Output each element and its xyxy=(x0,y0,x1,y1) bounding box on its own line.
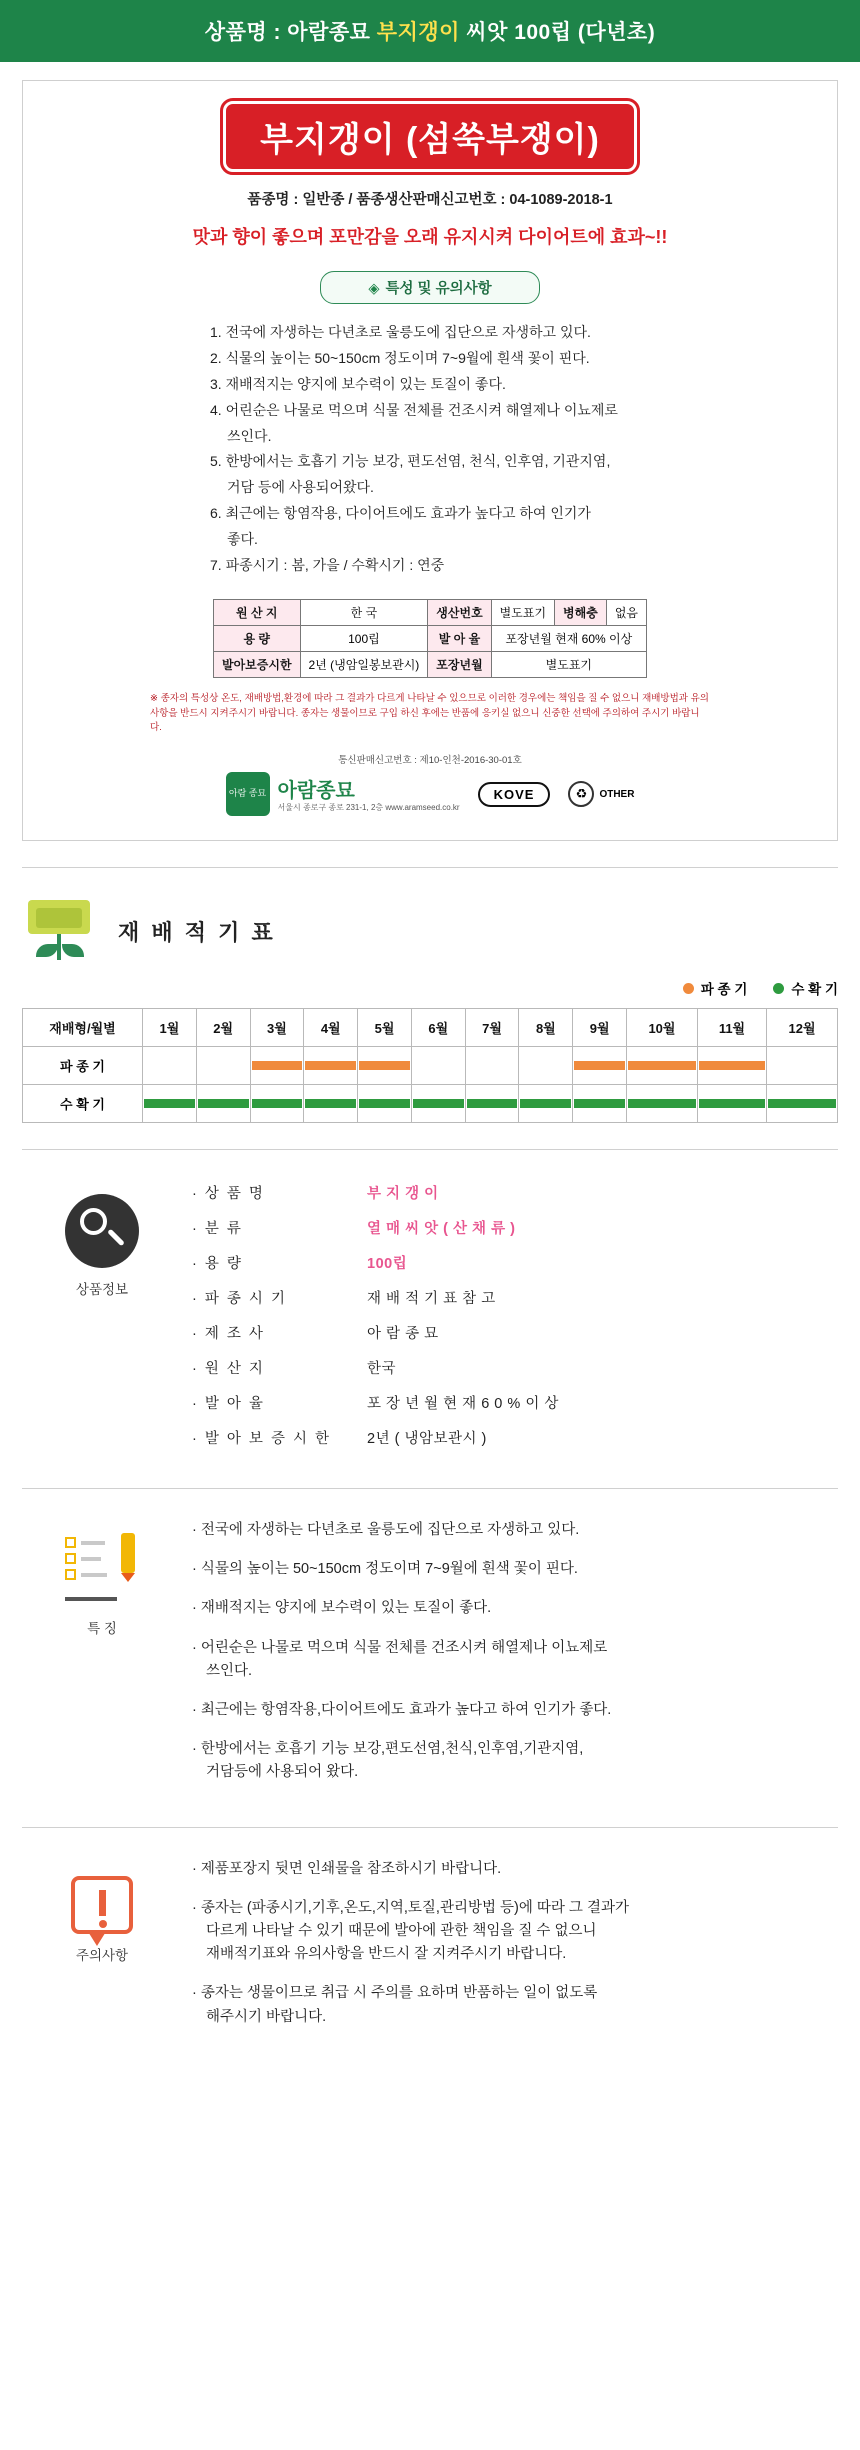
caution-item xyxy=(192,1897,838,1967)
checklist-icon xyxy=(65,1533,139,1607)
calendar-bar xyxy=(574,1099,625,1108)
feature-item-text: 5. 한방에서는 호흡기 기능 보강, 편도선염, 천식, 인후염, 기관지염, xyxy=(210,453,611,470)
calendar-bar xyxy=(520,1099,571,1108)
calendar-bar xyxy=(359,1061,410,1070)
calendar-month-header: 6월 xyxy=(411,1009,465,1047)
divider-4 xyxy=(22,1827,838,1828)
aram-logo-name: 아람종묘 xyxy=(277,780,355,803)
feature-item xyxy=(210,449,690,475)
calendar-bar xyxy=(359,1099,410,1108)
characteristic-text: · 한방에서는 호흡기 기능 보강,편도선염,천식,인후염,기관지염, xyxy=(192,1741,584,1758)
characteristic-text: · 최근에는 항염작용,다이어트에도 효과가 높다고 하여 인기가 좋다. xyxy=(192,1702,612,1718)
calendar-bar xyxy=(305,1099,356,1108)
product-info-section xyxy=(0,1176,860,1462)
feature-item-text: 거담 등에 사용되어왔다. xyxy=(227,479,374,496)
seed-packet-icon xyxy=(22,894,96,968)
calendar-cell xyxy=(573,1085,627,1123)
calendar-cell xyxy=(627,1047,698,1085)
calendar-cell xyxy=(519,1047,573,1085)
calendar-month-header: 10월 xyxy=(627,1009,698,1047)
title-prefix: 상품명 : 아람종묘 xyxy=(204,21,371,44)
calendar-month-header: 7월 xyxy=(465,1009,519,1047)
caution-item xyxy=(192,1982,838,2028)
aram-logo-mark: 아람 종묘 xyxy=(226,772,270,816)
calendar-bar xyxy=(574,1061,625,1070)
product-info-row xyxy=(192,1287,838,1308)
legend-dot-icon xyxy=(773,983,784,994)
feature-item xyxy=(210,398,690,424)
product-info-row xyxy=(192,1252,838,1273)
product-tagline: 맛과 향이 좋으며 포만감을 오래 유지시켜 다이어트에 효과~!! xyxy=(192,227,668,247)
warning-text xyxy=(150,692,710,736)
product-info-row xyxy=(192,1392,838,1413)
product-info-key: · 파 종 시 기 xyxy=(192,1291,287,1308)
exclamation-bubble-icon xyxy=(71,1876,133,1934)
characteristic-text: · 식물의 높이는 50~150cm 정도이며 7~9월에 흰색 꽃이 핀다. xyxy=(192,1561,578,1578)
calendar-bar xyxy=(699,1099,765,1108)
calendar-cell xyxy=(465,1085,519,1123)
product-info-row xyxy=(192,1182,838,1203)
product-info-key: · 발 아 보 증 시 한 xyxy=(192,1431,332,1448)
calendar-bar xyxy=(413,1099,464,1108)
calendar-cell xyxy=(358,1085,412,1123)
spec-row xyxy=(213,625,646,651)
characteristic-text: · 전국에 자생하는 다년초로 울릉도에 집단으로 자생하고 있다. xyxy=(192,1522,580,1539)
calendar-cell xyxy=(697,1047,766,1085)
product-info-key: · 상 품 명 xyxy=(192,1186,265,1203)
divider xyxy=(22,867,838,868)
calendar-bar xyxy=(198,1099,249,1108)
cautions-section xyxy=(0,1854,860,2045)
calendar-cell xyxy=(697,1085,766,1123)
feature-item-text: 3. 재배적지는 양지에 보수력이 있는 토질이 좋다. xyxy=(210,375,506,392)
feature-item-text: 쓰인다. xyxy=(227,427,272,444)
spec-row xyxy=(213,651,646,677)
spec-header-cell: 병해충 xyxy=(555,599,607,625)
feature-item xyxy=(210,527,690,553)
product-info-value: 2년 ( 냉암보관시 ) xyxy=(367,1431,487,1448)
product-info-key: · 용 량 xyxy=(192,1256,243,1273)
spec-header-cell: 용 량 xyxy=(213,625,300,651)
warning-body: ※ 종자의 특성상 온도, 재배방법,환경에 따라 그 결과가 다르게 나타날 수 있으므로 이러한 경우에는 책임을 질 수 없으니 재배방법과 유의사항을 반드시 지켜주시기 바랍니다. 종자는 생물이므로 구입 하신 후에는 반품에 응키실 없으니 신중한 선택에 주의하여 주시기 바랍니다. xyxy=(150,692,709,734)
spec-value-cell: 없음 xyxy=(606,599,646,625)
spec-value-cell: 포장년월 현재 60% 이상 xyxy=(491,625,646,651)
feature-item-text: 좋다. xyxy=(227,531,258,548)
calendar-title: 재 배 적 기 표 xyxy=(118,919,276,945)
calendar-bar xyxy=(144,1099,195,1108)
feature-item-text: 4. 어린순은 나물로 먹으며 식물 전체를 건조시켜 해열제나 이뇨제로 xyxy=(210,401,618,418)
feature-item xyxy=(210,475,690,501)
characteristic-item xyxy=(192,1738,838,1784)
calendar-month-header: 8월 xyxy=(519,1009,573,1047)
calendar-cell xyxy=(358,1047,412,1085)
calendar-cell xyxy=(465,1047,519,1085)
product-info-row xyxy=(192,1217,838,1238)
calendar-cell xyxy=(143,1085,197,1123)
calendar-month-header: 4월 xyxy=(304,1009,358,1047)
calendar-cell xyxy=(411,1085,465,1123)
calendar-corner-header: 재배형/월별 xyxy=(23,1009,143,1047)
calendar-row xyxy=(23,1047,838,1085)
spec-value-cell: 한 국 xyxy=(300,599,428,625)
product-info-key: · 제 조 사 xyxy=(192,1326,265,1343)
product-info-value: 포 장 년 월 현 재 6 0 % 이 상 xyxy=(367,1396,559,1413)
calendar-bar xyxy=(628,1061,696,1070)
spec-header-cell: 발 아 율 xyxy=(428,625,491,651)
calendar-cell xyxy=(411,1047,465,1085)
product-info-key: · 발 아 율 xyxy=(192,1396,265,1413)
calendar-row-label: 파 종 기 xyxy=(23,1047,143,1085)
product-info-value: 부 지 갱 이 xyxy=(367,1186,439,1203)
aram-logo-address: 서울시 종로구 종로 231-1, 2층 www.aramseed.co.kr xyxy=(277,803,460,813)
feature-item xyxy=(210,320,690,346)
recycle-icon: ♻ xyxy=(568,781,594,807)
legend-label: 수 확 기 xyxy=(791,982,838,998)
spec-value-cell: 100립 xyxy=(300,625,428,651)
calendar-cell xyxy=(767,1085,838,1123)
feature-item-text: 2. 식물의 높이는 50~150cm 정도이며 7~9월에 흰색 꽃이 핀다. xyxy=(210,349,590,366)
product-info-table xyxy=(192,1176,838,1462)
characteristic-text-cont: 쓰인다. xyxy=(206,1662,253,1679)
product-info-key: · 분 류 xyxy=(192,1221,243,1238)
calendar-cell xyxy=(304,1085,358,1123)
legend-label: 파 종 기 xyxy=(700,982,748,998)
feature-item-text: 7. 파종시기 : 봄, 가을 / 수확시기 : 연중 xyxy=(210,557,445,574)
cultivation-calendar-section xyxy=(0,894,860,1123)
variety-registration-line: 품종명 : 일반종 / 품종생산판매신고번호 : 04-1089-2018-1 xyxy=(247,192,613,208)
calendar-cell xyxy=(250,1047,304,1085)
spec-row xyxy=(213,599,646,625)
cautions-label: 주의사항 xyxy=(75,1947,129,1963)
other-logo xyxy=(568,781,634,807)
feature-item xyxy=(210,501,690,527)
characteristics-label: 특 징 xyxy=(87,1621,117,1637)
spec-value-cell: 별도표기 xyxy=(491,599,554,625)
title-suffix: 씨앗 100립 (다년초) xyxy=(466,21,656,44)
title-highlight: 부지갱이 xyxy=(376,21,460,44)
legend-item xyxy=(773,978,838,998)
calendar-table xyxy=(22,1008,838,1123)
characteristic-item xyxy=(192,1597,838,1620)
cautions-list xyxy=(192,1854,838,2045)
characteristic-item xyxy=(192,1519,838,1542)
characteristic-text: · 재배적지는 양지에 보수력이 있는 토질이 좋다. xyxy=(192,1600,492,1617)
caution-text-cont: 해주시기 바랍니다. xyxy=(206,2008,327,2025)
origin-spec-table xyxy=(213,599,647,678)
calendar-month-header: 3월 xyxy=(250,1009,304,1047)
feature-item xyxy=(210,372,690,398)
characteristic-text-cont: 거담등에 사용되어 왔다. xyxy=(206,1764,359,1781)
calendar-cell xyxy=(627,1085,698,1123)
calendar-cell xyxy=(250,1085,304,1123)
product-info-label: 상품정보 xyxy=(75,1282,129,1298)
feature-item xyxy=(210,424,690,450)
business-number: 통신판매신고번호 : 제10-인천-2016-30-01호 xyxy=(338,755,522,767)
feature-item xyxy=(210,346,690,372)
calendar-row-label: 수 확 기 xyxy=(23,1085,143,1123)
calendar-bar xyxy=(252,1061,303,1070)
characteristics-section xyxy=(0,1515,860,1801)
caution-text-cont: 다르게 나타날 수 있기 때문에 발아에 관한 책임을 질 수 없으니 xyxy=(206,1922,597,1939)
product-banner: 부지갱이 (섬쑥부쟁이) xyxy=(223,101,637,172)
calendar-cell xyxy=(196,1085,250,1123)
calendar-cell xyxy=(196,1047,250,1085)
logo-row xyxy=(39,772,821,816)
legend-item xyxy=(683,978,748,998)
caution-item xyxy=(192,1858,838,1881)
characteristics-list xyxy=(192,1515,838,1801)
product-info-key: · 원 산 지 xyxy=(192,1361,265,1378)
caution-text-cont: 재배적기표와 유의사항을 반드시 잘 지켜주시기 바랍니다. xyxy=(206,1946,567,1963)
calendar-month-header: 2월 xyxy=(196,1009,250,1047)
caution-text: · 제품포장지 뒷면 인쇄물을 참조하시기 바랍니다. xyxy=(192,1860,502,1877)
calendar-month-header: 12월 xyxy=(767,1009,838,1047)
calendar-bar xyxy=(305,1061,356,1070)
magnifier-icon xyxy=(65,1194,139,1268)
aram-logo xyxy=(226,772,460,816)
spec-header-cell: 발아보증시한 xyxy=(213,651,300,677)
characteristic-item xyxy=(192,1699,838,1722)
calendar-month-header: 9월 xyxy=(573,1009,627,1047)
spec-value-cell: 별도표기 xyxy=(491,651,646,677)
caution-text: · 종자는 생물이므로 취급 시 주의를 요하며 반품하는 일이 없도록 xyxy=(192,1985,598,2002)
characteristic-item xyxy=(192,1637,838,1683)
calendar-bar xyxy=(768,1099,836,1108)
feature-item-text: 1. 전국에 자생하는 다년초로 울릉도에 집단으로 자생하고 있다. xyxy=(210,324,591,340)
calendar-cell xyxy=(143,1047,197,1085)
characteristic-item xyxy=(192,1558,838,1581)
calendar-cell xyxy=(304,1047,358,1085)
divider-3 xyxy=(22,1488,838,1489)
calendar-bar xyxy=(628,1099,696,1108)
spec-value-cell: 2년 (냉암일봉보관시) xyxy=(300,651,428,677)
product-info-value: 아 람 종 묘 xyxy=(367,1326,439,1343)
calendar-bar xyxy=(699,1061,765,1070)
product-info-value: 재 배 적 기 표 참 고 xyxy=(367,1291,496,1308)
calendar-legend xyxy=(22,978,838,998)
characteristic-text: · 어린순은 나물로 먹으며 식물 전체를 건조시켜 해열제나 이뇨제로 xyxy=(192,1639,608,1656)
other-logo-label: OTHER xyxy=(599,788,635,800)
calendar-bar xyxy=(467,1099,518,1108)
product-info-row xyxy=(192,1322,838,1343)
bottom-spacer xyxy=(0,2045,860,2085)
product-info-value: 100립 xyxy=(367,1256,408,1273)
feature-list xyxy=(170,320,690,579)
product-info-row xyxy=(192,1357,838,1378)
product-info-row xyxy=(192,1427,838,1448)
caution-text: · 종자는 (파종시기,기후,온도,지역,토질,관리방법 등)에 따라 그 결과가 xyxy=(192,1899,629,1916)
calendar-month-header: 5월 xyxy=(358,1009,412,1047)
product-card xyxy=(22,80,838,841)
spec-header-cell: 원 산 지 xyxy=(213,599,300,625)
calendar-cell xyxy=(519,1085,573,1123)
diamond-icon: ◈ xyxy=(368,281,380,297)
product-info-value: 열 매 씨 앗 ( 산 채 류 ) xyxy=(367,1221,516,1238)
calendar-cell xyxy=(767,1047,838,1085)
divider-2 xyxy=(22,1149,838,1150)
legend-dot-icon xyxy=(683,983,694,994)
feature-heading-label: 특성 및 유의사항 xyxy=(385,281,492,297)
calendar-cell xyxy=(573,1047,627,1085)
spec-header-cell: 포장년월 xyxy=(428,651,491,677)
calendar-header-row xyxy=(23,1009,838,1047)
calendar-row xyxy=(23,1085,838,1123)
calendar-month-header: 11월 xyxy=(697,1009,766,1047)
spec-header-cell: 생산번호 xyxy=(428,599,491,625)
calendar-month-header: 1월 xyxy=(143,1009,197,1047)
kove-logo: KOVE xyxy=(478,782,551,807)
feature-item xyxy=(210,553,690,579)
product-info-value: 한국 xyxy=(367,1361,397,1378)
calendar-bar xyxy=(252,1099,303,1108)
feature-item-text: 6. 최근에는 항염작용, 다이어트에도 효과가 높다고 하여 인기가 xyxy=(210,505,591,522)
page-title-bar xyxy=(0,0,860,62)
feature-heading xyxy=(320,271,540,304)
